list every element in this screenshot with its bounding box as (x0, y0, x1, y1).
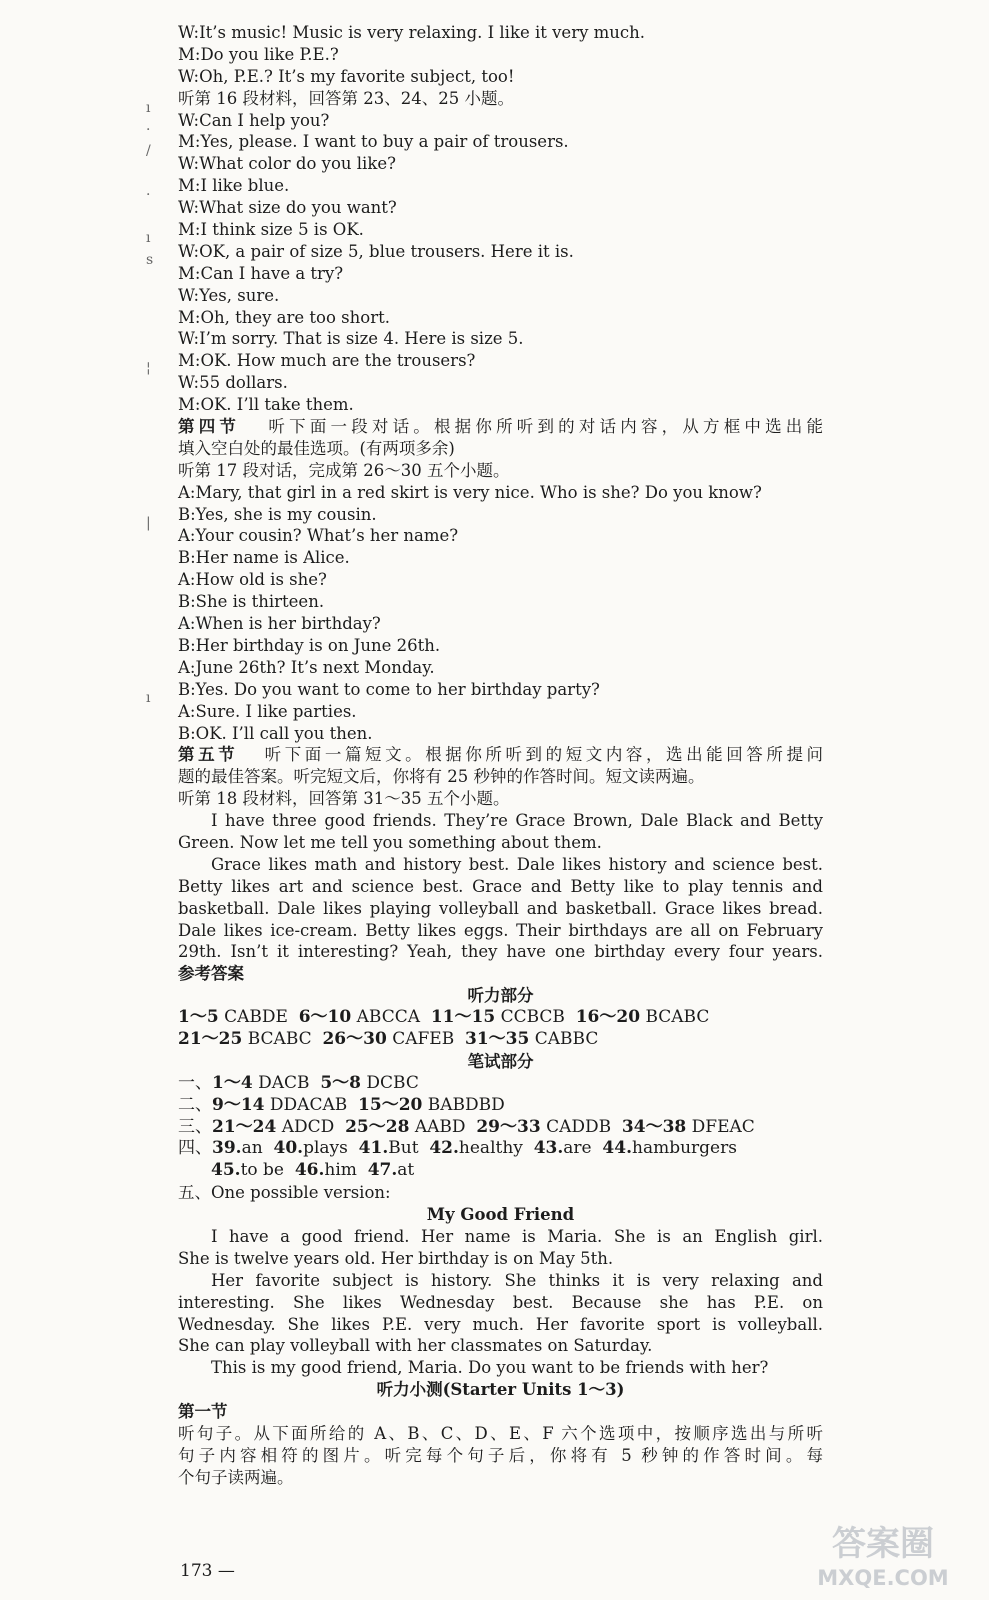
dialog-line: B:Her birthday is on June 26th. (178, 635, 441, 655)
section-5-intro-cont: 题的最佳答案。听完短文后，你将有 25 秒钟的作答时间。短文读两遍。 (178, 767, 705, 787)
dialog-line: A:When is her birthday? (178, 614, 381, 634)
quiz-instruction: 个句子读两遍。 (178, 1467, 294, 1487)
listening-answers-row-2: 21～25 BCABC 26～30 CAFEB 31～35 CABBC (178, 1028, 599, 1049)
quiz-section-heading: 第一节 (178, 1402, 228, 1422)
text-line: M:Oh, they are too short. (178, 307, 390, 327)
dialog-line: B:Yes, she is my cousin. (178, 504, 377, 524)
text-line: W:55 dollars. (178, 373, 288, 393)
section-5-instruction: 听第 18 段材料，回答第 31～35 五个小题。 (178, 789, 510, 809)
passage-line: Betty likes art and science best. Grace and Betty like to play tennis and (178, 876, 823, 896)
text-line: W:It’s music! Music is very relaxing. I like it very much. (178, 23, 646, 42)
writing-part-title: 笔试部分 (467, 1051, 534, 1071)
essay-line: Wednesday. She likes P.E. very much. Her favorite sport is volleyball. (178, 1314, 823, 1334)
dialog-line: A:Mary, that girl in a red skirt is very nice. Who is she? Do you know? (178, 482, 762, 502)
essay-line: interesting. She likes Wednesday best. Because she has P.E. on (178, 1292, 823, 1312)
text-line: W:Oh, P.E.? It’s my favorite subject, too! (178, 66, 515, 86)
passage-line: I have three good friends. They’re Grace Brown, Dale Black and Betty (211, 811, 823, 831)
text-line: M:Can I have a try? (178, 263, 344, 283)
essay-title: My Good Friend (426, 1205, 575, 1225)
passage-line: 29th. Isn’t it interesting? Yeah, they have one birthday every four years. (178, 942, 823, 962)
writing-answers-4a: 四、39.an 40.plays 41.But 42.healthy 43.are 44.hamburgers (178, 1138, 737, 1159)
writing-answers-1: 一、1～4 DACB 5～8 DCBC (178, 1072, 419, 1093)
text-line: W:Can I help you? (178, 110, 330, 130)
quiz-title: 听力小测(Starter Units 1～3) (376, 1380, 625, 1400)
writing-answers-3: 三、21～24 ADCD 25～28 AABD 29～33 CADDB 34～38 DFEAC (178, 1116, 755, 1137)
dialog-line: A:How old is she? (178, 570, 327, 590)
svg-text:答案圈: 答案圈 (832, 1524, 934, 1564)
section-5 (178, 744, 823, 963)
dialog-line: A:Your cousin? What’s her name? (178, 526, 459, 546)
text-line: M:Yes, please. I want to buy a pair of trousers. (178, 132, 569, 152)
document-page (178, 22, 823, 1489)
text-line: W:What color do you like? (178, 154, 396, 174)
text-line: 听第 16 段材料，回答第 23、24、25 小题。 (178, 88, 514, 108)
watermark-logo (788, 1513, 978, 1593)
listening-answers-row-1: 1～5 CABDE 6～10 ABCCA 11～15 CCBCB 16～20 BCABC (178, 1007, 710, 1028)
section-4 (178, 416, 823, 744)
text-line: W:What size do you want? (178, 198, 397, 218)
quiz-instruction: 听句子。从下面所给的 A、B、C、D、E、F 六个选项中，按顺序选出与所听 (178, 1424, 823, 1443)
section-4-heading: 第四节 (178, 417, 241, 437)
section-4-intro: 第四节 听下面一段对话。根据你所听到的对话内容，从方框中选出能 (178, 417, 823, 437)
text-line: M:OK. I’ll take them. (178, 395, 354, 415)
text-line: M:I think size 5 is OK. (178, 220, 364, 240)
section-4-intro-cont: 填入空白处的最佳选项。(有两项多余) (178, 438, 455, 458)
essay-line: She is twelve years old. Her birthday is on May 5th. (178, 1248, 614, 1268)
essay-line: I have a good friend. Her name is Maria. She is an English girl. (211, 1226, 823, 1246)
essay-line: This is my good friend, Maria. Do you want to be friends with her? (211, 1358, 769, 1378)
essay-line: Her favorite subject is history. She thinks it is very relaxing and (211, 1270, 823, 1290)
dialog-line: A:June 26th? It’s next Monday. (178, 657, 435, 677)
dialog-line: A:Sure. I like parties. (178, 701, 357, 721)
listening-part-title: 听力部分 (467, 986, 534, 1006)
answer-key-heading: 参考答案 (178, 964, 244, 984)
quiz-instruction: 句子内容相符的图片。听完每个句子后，你将有 5 秒钟的作答时间。每 (178, 1445, 823, 1465)
svg-text:MXQE.COM: MXQE.COM (817, 1566, 949, 1590)
dialog-line: B:Her name is Alice. (178, 548, 350, 568)
text-line: M:Do you like P.E.? (178, 44, 339, 64)
dialog-block (178, 22, 823, 416)
section-4-instruction: 听第 17 段对话，完成第 26～30 五个小题。 (178, 460, 510, 480)
essay-line: She can play volleyball with her classmates on Saturday. (178, 1336, 653, 1356)
passage-line: Grace likes math and history best. Dale likes history and science best. (211, 854, 823, 874)
page-number: 173 — (180, 1561, 235, 1581)
text-line: W:OK, a pair of size 5, blue trousers. Here it is. (178, 241, 574, 261)
text-line: M:I like blue. (178, 176, 290, 196)
passage-line: Green. Now let me tell you something about them. (178, 832, 602, 852)
passage-line: basketball. Dale likes playing volleyball and basketball. Grace likes bread. (178, 898, 823, 918)
text-line: W:I’m sorry. That is size 4. Here is size 5. (178, 329, 524, 349)
text-line: M:OK. How much are the trousers? (178, 351, 476, 371)
passage-line: Dale likes ice-cream. Betty likes eggs. Their birthdays are all on February (178, 920, 823, 940)
dialog-line: B:Yes. Do you want to come to her birthday party? (178, 679, 600, 699)
writing-answers-4b: 45.to be 46.him 47.at (211, 1160, 415, 1181)
answer-key (178, 963, 823, 1204)
dialog-line: B:She is thirteen. (178, 592, 325, 612)
text-line: W:Yes, sure. (178, 285, 280, 305)
listening-quiz (178, 1379, 823, 1488)
writing-answers-5: 五、One possible version: (178, 1183, 391, 1203)
writing-answers-2: 二、9～14 DDACAB 15～20 BABDBD (178, 1094, 505, 1115)
section-5-intro: 第五节 听下面一篇短文。根据你所听到的短文内容，选出能回答所提问 (178, 745, 824, 765)
dialog-line: B:OK. I’ll call you then. (178, 723, 373, 743)
sample-essay (178, 1204, 823, 1379)
section-5-heading: 第五节 (178, 745, 239, 765)
